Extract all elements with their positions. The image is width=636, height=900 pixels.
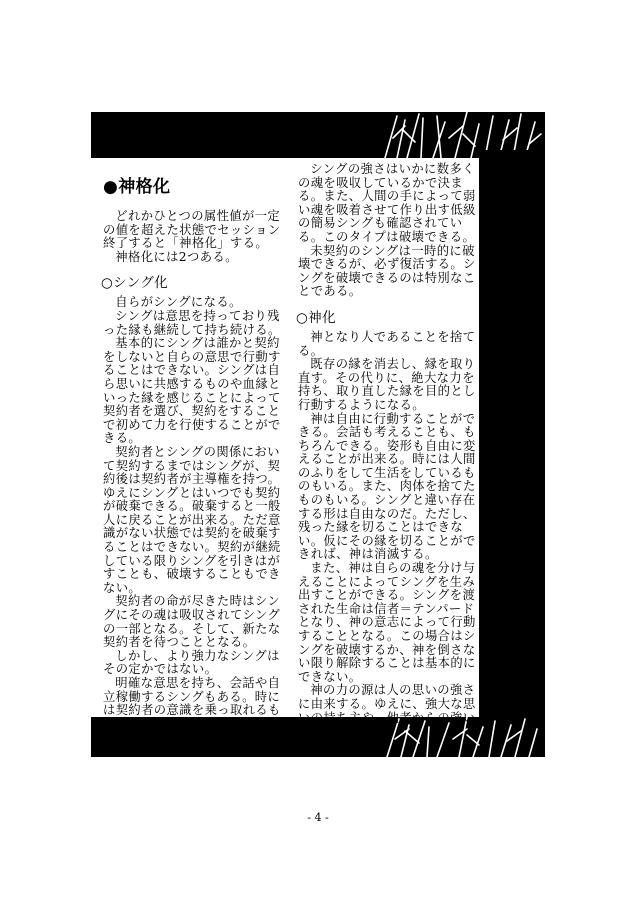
right-column — [298, 163, 480, 725]
paragraph: 自らがシングになる。 — [115, 295, 242, 310]
side-bar — [479, 150, 545, 718]
header-band — [91, 112, 545, 158]
paragraph: 基本的にシングは誰かと契約をしないと自らの意思で行動することはできない。シングは自ら思いに共感するものや血縁といった縁を感じることによって契約者を選び、契約をすることで初めて力を行使することができる。 — [103, 336, 281, 446]
page-number: - 4 - — [307, 811, 329, 824]
paragraph: シングは意思を持っており残った縁も継続して持ち続ける。 — [103, 308, 281, 337]
left-column — [103, 172, 288, 731]
paragraph: また、神は自らの魂を分け与えることによってシングを生み出すことができる。シングを渡された生命は信者＝テンパードとなり、神の意志によって行動することとなる。この場合はシングを破壊するか、神を倒さない限り解除することは基本的にできない。 — [298, 561, 476, 684]
section-heading: ●神格化 — [103, 177, 171, 197]
paragraph: シングの強さはいかに数多くの魂を吸収しているかで決まる。また、人間の手によって弱い魂を吸着させて作り出す低級の簡易シングも確認されている。このタイプは破壊できる。 — [298, 162, 476, 244]
paragraph: 契約者とシングの関係において契約するまではシングが、契約後は契約者が主導権を持つ。ゆえにシングとはいつでも契約が破棄できる。破棄すると一般人に戻ることが出来る。ただ意識がない状態では契約を破棄することはできない。契約が継続している限りシングを引きはがすことも、破壊することもできない。 — [103, 444, 281, 595]
paragraph: 既存の縁を消去し、縁を取り直す。その代りに、絶大な力を持ち、取り直した縁を目的とし行動するようになる。 — [298, 357, 476, 412]
paragraph: 神は自由に行動することができる。会話も考えることも、もちろんできる。姿形も自由に変えることが出来る。時には人間のふりをして生活をしているものもいる。また、肉体を捨てたものもいる。シングと違い存在する形は自由なのだ。ただし、残った縁を切ることはできない。仮にその縁を切ることができれば、神は消滅する。 — [298, 411, 476, 562]
paragraph: 明確な意思を持ち、会話や自立稼働するシングもある。時には契約者の意識を乗っ取れるものも存在する。 — [103, 676, 281, 731]
subsection-heading: ○シング化 — [101, 275, 169, 292]
paragraph: 神格化には2つある。 — [115, 249, 238, 264]
paragraph: 未契約のシングは一時的に破壊できるが、必ず復活する。シングを破壊できるのは特別なことである。 — [298, 243, 476, 299]
paragraph: 神の力の源は人の思いの強さに由来する。ゆえに、強大な思いの持ち主や、他者からの強い — [298, 683, 476, 725]
paragraph: 神となり人であることを捨てる。 — [298, 329, 476, 358]
subsection-heading: ○神化 — [296, 309, 336, 326]
paragraph: しかし、より強力なシングはその定かではない。 — [103, 648, 280, 677]
paragraph: 契約者の命が尽きた時はシングにその魂は吸収されてシングの一部となる。そして、新たな契約者を待つこととなる。 — [103, 594, 281, 650]
paragraph: どれかひとつの属性値が一定の値を超えた状態でセッション終了すると「神格化」する。 — [103, 209, 281, 251]
